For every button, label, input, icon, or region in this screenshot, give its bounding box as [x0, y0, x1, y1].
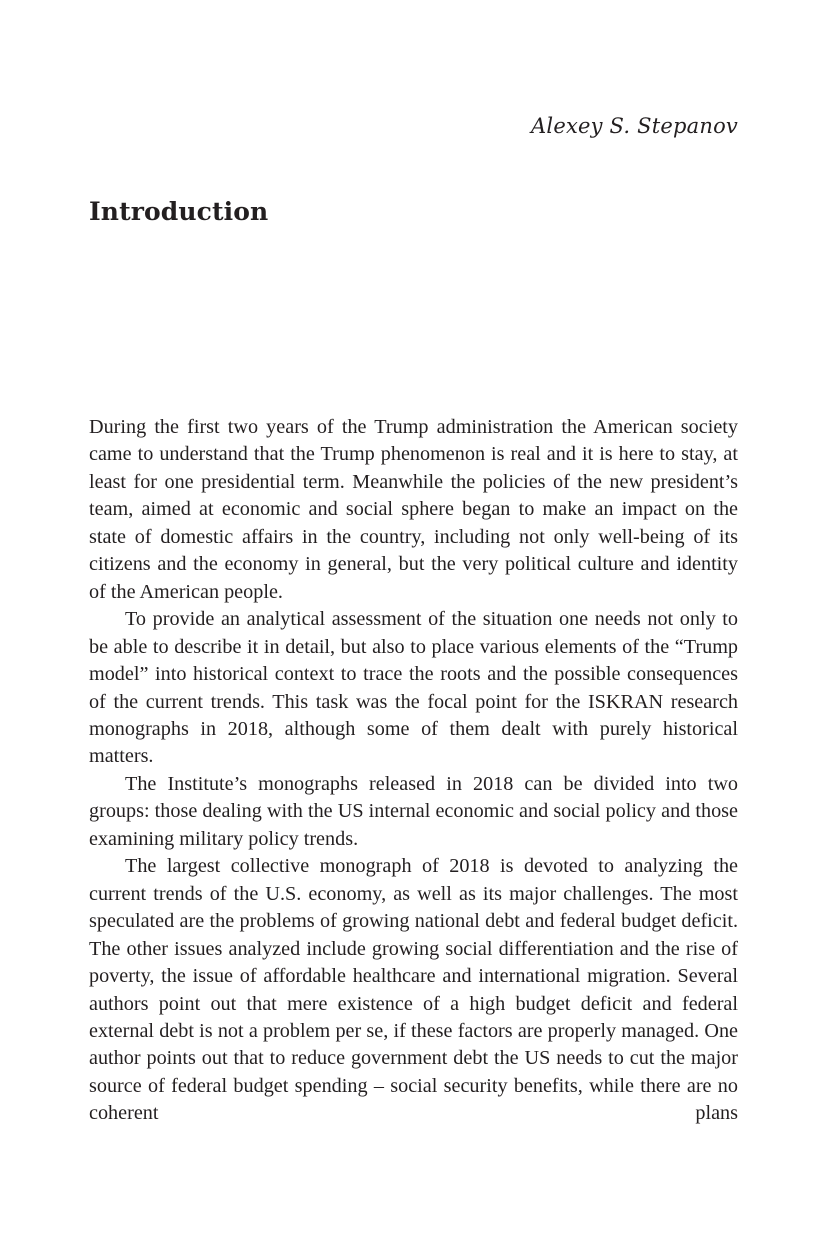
paragraph-1: During the first two years of the Trump administration the American society came to understand that the Trump phenomenon is real and it is here to stay, at least for one presidential term. Meanwhile the policies of the new president’s team, aimed at economic and social sphere began to make an impact on the state of domestic affairs in the country, including not only well-being of its citizens and the economy in general, but the very political culture and identity of the American people. [89, 416, 738, 603]
body-text [89, 414, 738, 1128]
paragraph-4: The largest collective monograph of 2018 is devoted to analyzing the current trends of the U.S. economy, as well as its major challenges. The most speculated are the problems of growing national debt and federal budget deficit. The other issues analyzed include growing social differentiation and the rise of poverty, the issue of affordable healthcare and international migration. Several authors point out that mere existence of a high budget deficit and federal external debt is not a problem per se, if these factors are properly managed. One author points out that to reduce government debt the US needs to cut the major source of federal budget spending – social security benefits, while there are no coherent plans [89, 855, 738, 1125]
chapter-title: Introduction [89, 197, 269, 226]
paragraph-3: The Institute’s monographs released in 2018 can be divided into two groups: those dealing with the US internal economic and social policy and those examining military policy trends. [89, 772, 738, 850]
author-name: Alexey S. Stepanov [531, 114, 738, 138]
paragraph-2: To provide an analytical assessment of the situation one needs not only to be able to describe it in detail, but also to place various elements of the “Trump model” into historical context to trace the roots and the possible consequences of the current trends. This task was the focal point for the ISKRAN research monographs in 2018, although some of them dealt with purely historical matters. [89, 608, 738, 768]
